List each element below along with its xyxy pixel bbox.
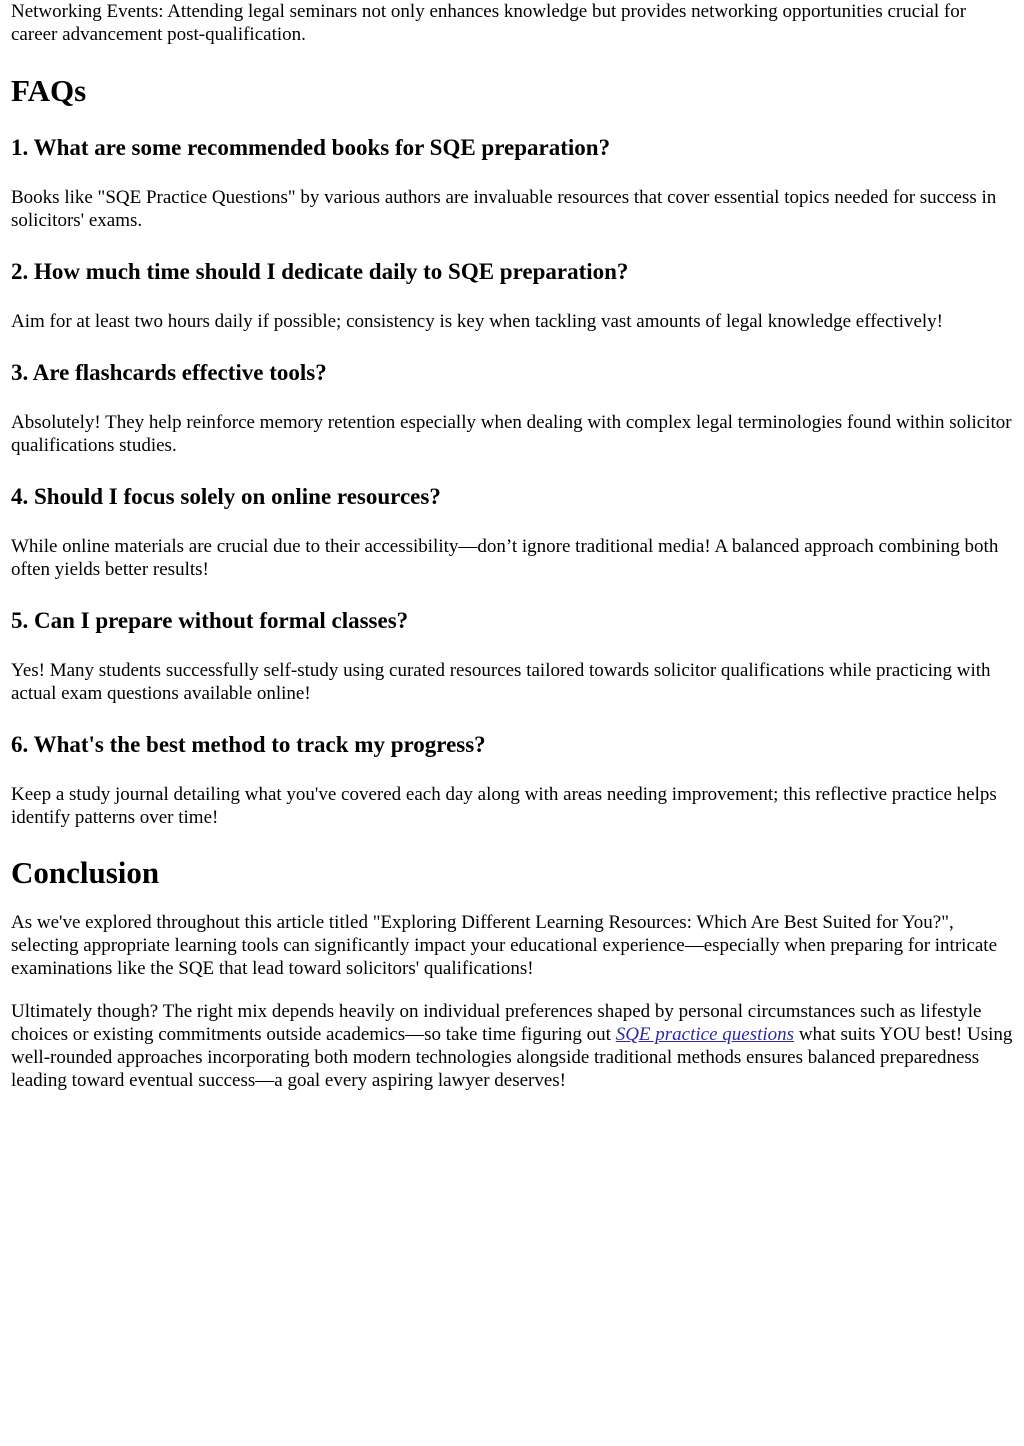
faq-answer: While online materials are crucial due to their accessibility—don’t ignore traditional media! A balanced approach combining both often yields better results! [11, 536, 999, 580]
faq-question: 6. What's the best method to track my progress? [11, 732, 486, 757]
faq-item [11, 359, 1013, 457]
faq-answer: Yes! Many students successfully self-study using curated resources tailored towards solicitor qualifications while practicing with actual exam questions available online! [11, 660, 991, 704]
conclusion-text-before-link: Ultimately though? The right mix depends heavily on individual preferences shaped by personal circumstances such as lifestyle choices or existing commitments outside academics—so take time figuring out [11, 1001, 982, 1045]
faqs-heading: FAQs [11, 73, 87, 108]
faq-item [11, 731, 1013, 829]
faq-answer: Keep a study journal detailing what you've covered each day along with areas needing improvement; this reflective practice helps identify patterns over time! [11, 784, 997, 828]
faq-item [11, 607, 1013, 705]
faq-question: 3. Are flashcards effective tools? [11, 360, 327, 385]
faq-answer: Absolutely! They help reinforce memory retention especially when dealing with complex legal terminologies found within solicitor qualifications studies. [11, 412, 1012, 456]
faq-question: 4. Should I focus solely on online resources? [11, 484, 441, 509]
faq-item [11, 483, 1013, 581]
faq-item [11, 258, 1013, 333]
conclusion-paragraph-with-link [11, 1000, 1013, 1092]
faq-question: 5. Can I prepare without formal classes? [11, 608, 409, 633]
faq-answer: Books like "SQE Practice Questions" by various authors are invaluable resources that cover essential topics needed for success in solicitors' exams. [11, 187, 997, 231]
conclusion-heading: Conclusion [11, 855, 160, 890]
networking-events-paragraph: Networking Events: Attending legal seminars not only enhances knowledge but provides networking opportunities crucial for career advancement post-qualification. [11, 1, 967, 45]
sqe-practice-questions-link[interactable]: SQE practice questions [615, 1024, 795, 1045]
conclusion-paragraph: As we've explored throughout this article titled "Exploring Different Learning Resources: Which Are Best Suited for You?", selecting appropriate learning tools can significantly impact your educational experience—especially when preparing for intricate examinations like the SQE that lead toward solicitors' qualifications! [11, 912, 998, 979]
faq-answer: Aim for at least two hours daily if possible; consistency is key when tackling vast amounts of legal knowledge effectively! [11, 311, 944, 332]
faq-question: 2. How much time should I dedicate daily to SQE preparation? [11, 259, 629, 284]
faq-question: 1. What are some recommended books for SQE preparation? [11, 135, 611, 160]
conclusion-text-after-link: what suits YOU best! Using well-rounded approaches incorporating both modern technologies alongside traditional methods ensures balanced preparedness leading toward eventual success—a goal every aspiring lawyer deserves! [11, 1024, 1013, 1091]
faq-item [11, 134, 1013, 232]
